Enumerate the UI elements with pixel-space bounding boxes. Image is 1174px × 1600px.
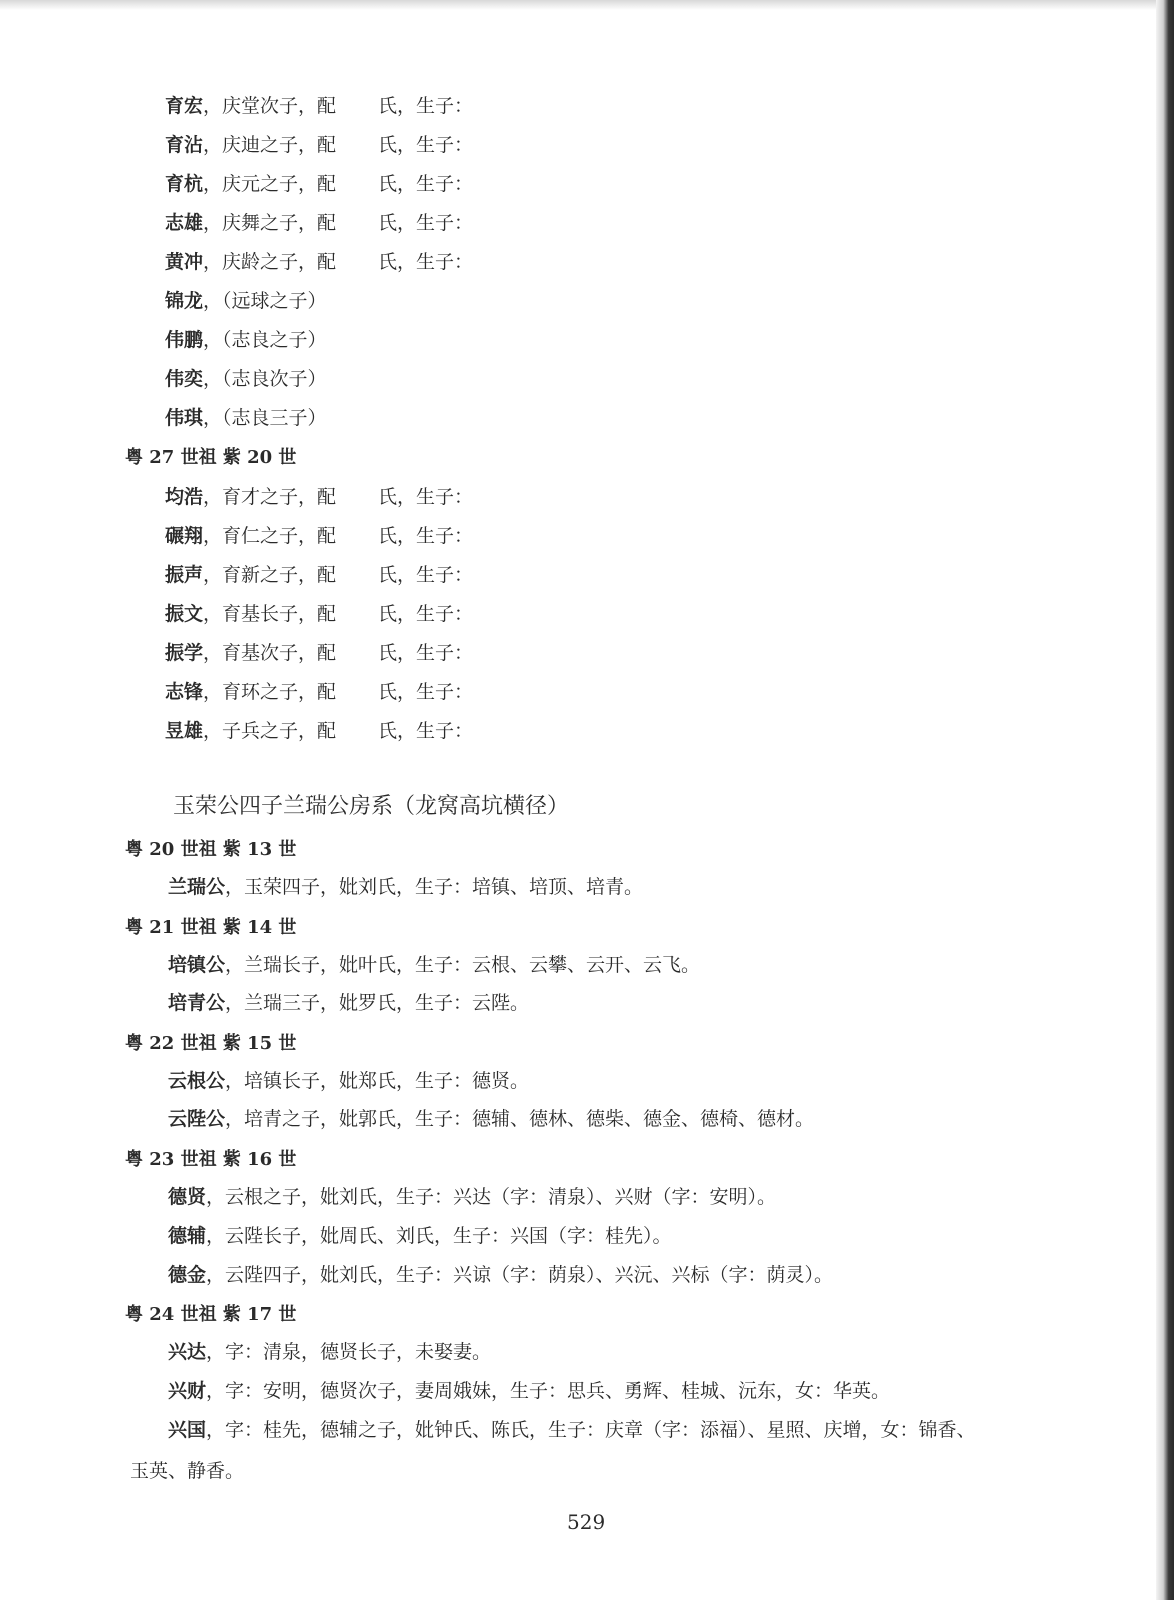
- list-item: 培镇公，兰瑞长子，妣叶氏，生子：云根、云攀、云开、云飞。: [168, 954, 701, 976]
- list-item: 志锋，育环之子，配 氏，生子：: [165, 681, 474, 703]
- list-item: 德金，云陛四子，妣刘氏，生子：兴谅（字：荫泉）、兴沅、兴标（字：荫灵）。: [168, 1264, 834, 1286]
- list-item: 兴国，字：桂先，德辅之子，妣钟氏、陈氏，生子：庆章（字：添福）、星照、庆增，女：锦香、: [168, 1419, 976, 1441]
- scan-right-edge: [1156, 0, 1174, 1600]
- list-item: 伟奕，（志良次子）: [165, 368, 327, 390]
- list-item: 锦龙，（远球之子）: [165, 290, 327, 312]
- list-item: 育宏，庆堂次子，配 氏，生子：: [165, 95, 474, 117]
- list-item: 德贤，云根之子，妣刘氏，生子：兴达（字：清泉）、兴财（字：安明）。: [168, 1186, 777, 1208]
- generation-heading: 粤 23 世祖 紫 16 世: [125, 1149, 297, 1170]
- list-item: 伟琪，（志良三子）: [165, 407, 327, 429]
- list-item: 振文，育基长子，配 氏，生子：: [165, 603, 474, 625]
- list-item: 振声，育新之子，配 氏，生子：: [165, 564, 474, 586]
- generation-heading: 粤 22 世祖 紫 15 世: [125, 1033, 297, 1054]
- list-item: 育沾，庆迪之子，配 氏，生子：: [165, 134, 474, 156]
- generation-heading: 粤 24 世祖 紫 17 世: [125, 1304, 297, 1325]
- list-item: 兴财，字：安明，德贤次子，妻周娥妹，生子：思兵、勇辉、桂城、沅东，女：华英。: [168, 1380, 891, 1402]
- list-item-continuation: 玉英、静香。: [130, 1460, 245, 1482]
- list-item: 兴达，字：清泉，德贤长子，未娶妻。: [168, 1341, 492, 1363]
- list-item: 云陛公，培青之子，妣郭氏，生子：德辅、德林、德柴、德金、德椅、德材。: [168, 1108, 815, 1130]
- list-item: 伟鹏，（志良之子）: [165, 329, 327, 351]
- list-item: 碾翔，育仁之子，配 氏，生子：: [165, 525, 474, 547]
- generation-heading: 粤 27 世祖 紫 20 世: [125, 447, 297, 468]
- list-item: 志雄，庆舞之子，配 氏，生子：: [165, 212, 474, 234]
- scan-top-edge: [0, 0, 1174, 10]
- list-item: 黄冲，庆龄之子，配 氏，生子：: [165, 251, 474, 273]
- list-item: 培青公，兰瑞三子，妣罗氏，生子：云陛。: [168, 992, 530, 1014]
- list-item: 昱雄，子兵之子，配 氏，生子：: [165, 720, 474, 742]
- list-item: 振学，育基次子，配 氏，生子：: [165, 642, 474, 664]
- list-item: 云根公，培镇长子，妣郑氏，生子：德贤。: [168, 1070, 530, 1092]
- list-item: 兰瑞公，玉荣四子，妣刘氏，生子：培镇、培顶、培青。: [168, 876, 644, 898]
- generation-heading: 粤 20 世祖 紫 13 世: [125, 839, 297, 860]
- list-item: 育杭，庆元之子，配 氏，生子：: [165, 173, 474, 195]
- section-title: 玉荣公四子兰瑞公房系（龙窝高坑横径）: [173, 794, 570, 819]
- list-item: 德辅，云陛长子，妣周氏、刘氏，生子：兴国（字：桂先）。: [168, 1225, 672, 1247]
- page-number: 529: [567, 1510, 606, 1534]
- generation-heading: 粤 21 世祖 紫 14 世: [125, 917, 297, 938]
- list-item: 均浩，育才之子，配 氏，生子：: [165, 486, 474, 508]
